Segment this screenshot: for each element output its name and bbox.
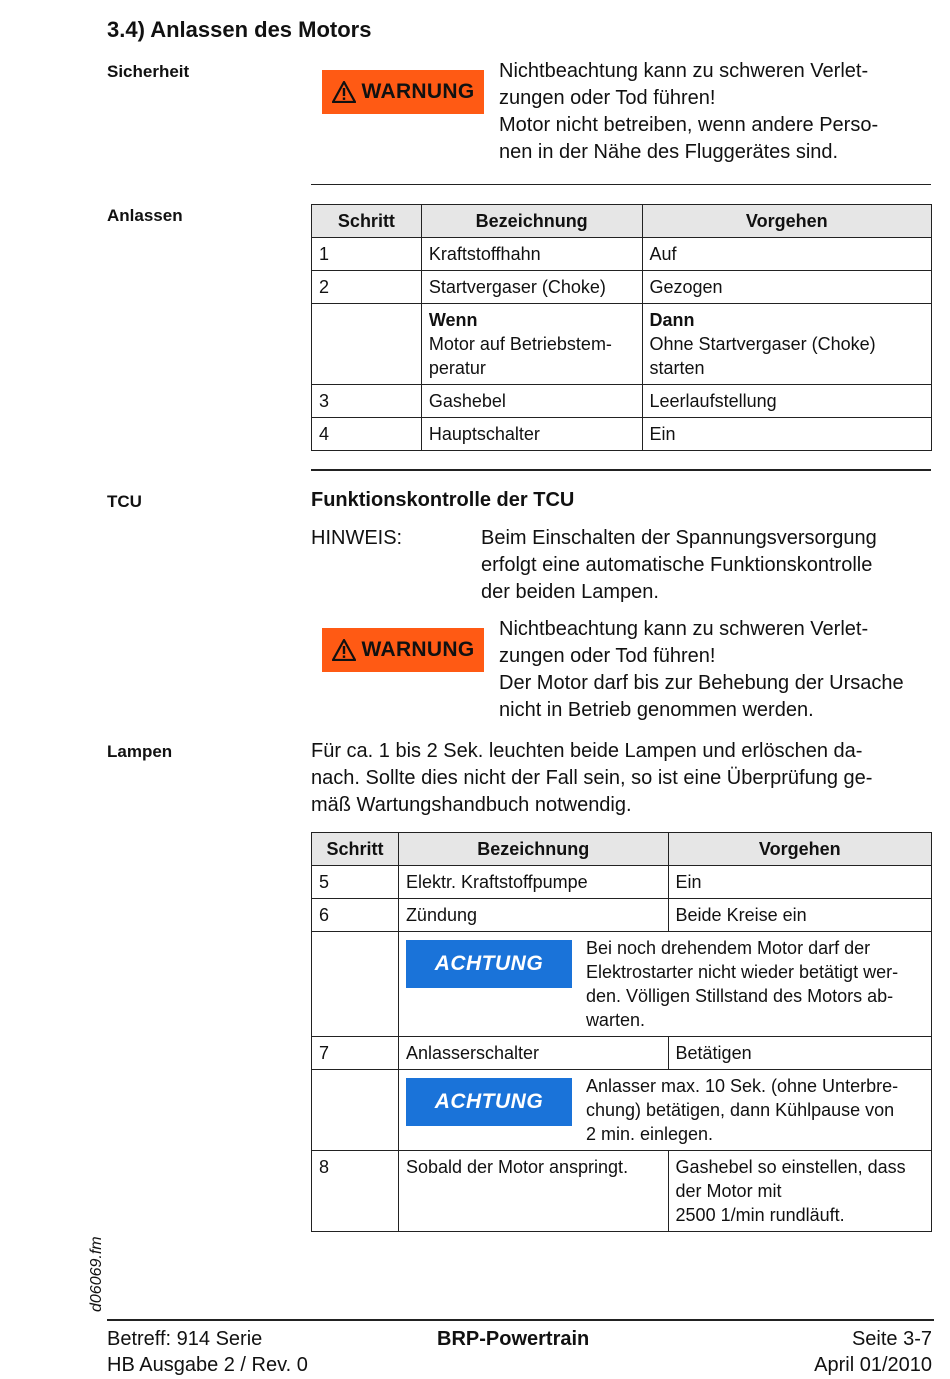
warning-text-line: Der Motor darf bis zur Behebung der Ursache (499, 672, 904, 694)
step-cell: 2 (312, 271, 422, 304)
warning-badge (322, 70, 484, 114)
caution-badge: ACHTUNG (406, 940, 572, 988)
condition-text: Motor auf Betriebstem- (428, 334, 612, 354)
warning-triangle-icon (332, 639, 356, 661)
column-header: Vorgehen (668, 833, 931, 866)
caution-line: Anlasser max. 10 Sek. (ohne Unterbre- (585, 1076, 899, 1096)
warning-badge (322, 628, 484, 672)
name-cell: Startvergaser (Choke) (421, 271, 642, 304)
section-label-sicherheit: Sicherheit (107, 62, 190, 81)
name-cell: Anlasserschalter (398, 1037, 668, 1070)
caution-cell (398, 1070, 931, 1151)
warning-text-line: nicht in Betrieb genommen werden. (499, 699, 814, 721)
section-label-tcu: TCU (107, 492, 142, 511)
caution-line: Elektrostarter nicht wieder betätigt wer- (585, 962, 899, 982)
caution-badge: ACHTUNG (406, 1078, 572, 1126)
name-cell: Kraftstoffhahn (421, 238, 642, 271)
tcu-table (311, 832, 932, 1232)
table-row (312, 385, 932, 418)
step-cell: 5 (312, 866, 399, 899)
hinweis-text (481, 525, 877, 606)
action-cell: Ein (642, 418, 931, 451)
table-row (312, 271, 932, 304)
warning-badge-label: WARNUNG (361, 80, 475, 103)
lampen-line: mäß Wartungshandbuch notwendig. (311, 794, 632, 816)
warning-text-line: zungen oder Tod führen! (499, 645, 716, 667)
lampen-text (311, 738, 872, 819)
footer-brand: BRP-Powertrain (437, 1328, 590, 1350)
table-row (312, 238, 932, 271)
divider (311, 184, 931, 185)
hinweis-label: HINWEIS: (311, 527, 403, 549)
name-cell: Zündung (398, 899, 668, 932)
page-title: 3.4) Anlassen des Motors (107, 17, 372, 42)
action-cell: Betätigen (668, 1037, 931, 1070)
action-cell (668, 1151, 931, 1232)
lampen-line: Für ca. 1 bis 2 Sek. leuchten beide Lampen und erlöschen da- (311, 740, 863, 762)
caution-line: 2 min. einlegen. (585, 1124, 714, 1144)
table-row (312, 1151, 932, 1232)
warning-text-line: zungen oder Tod führen! (499, 87, 716, 109)
hinweis-line: der beiden Lampen. (481, 581, 659, 603)
name-cell: Hauptschalter (421, 418, 642, 451)
action-cell: Beide Kreise ein (668, 899, 931, 932)
table-row (312, 899, 932, 932)
caution-text (586, 936, 924, 1032)
action-cell: Ein (668, 866, 931, 899)
action-line: 2500 1/min rundläuft. (675, 1205, 845, 1225)
table-header-row (312, 205, 932, 238)
column-header: Vorgehen (642, 205, 931, 238)
table-row (312, 866, 932, 899)
step-cell (312, 932, 399, 1037)
step-cell: 8 (312, 1151, 399, 1232)
action-cell (642, 304, 931, 385)
caution-cell (398, 932, 931, 1037)
caution-line: den. Völligen Stillstand des Motors ab- (585, 986, 894, 1006)
section-label-anlassen: Anlassen (107, 206, 183, 225)
lampen-line: nach. Sollte dies nicht der Fall sein, so ist eine Überprüfung ge- (311, 767, 873, 789)
action-cell: Gezogen (642, 271, 931, 304)
warning-text-line: nen in der Nähe des Fluggerätes sind. (499, 141, 839, 163)
warning-text-line: Motor nicht betreiben, wenn andere Perso- (499, 114, 879, 136)
step-cell: 6 (312, 899, 399, 932)
name-cell: Elektr. Kraftstoffpumpe (398, 866, 668, 899)
caution-text (586, 1074, 924, 1146)
caution-line: chung) betätigen, dann Kühlpause von (585, 1100, 895, 1120)
warning-text-line: Nichtbeachtung kann zu schweren Verlet- (499, 618, 869, 640)
name-cell (421, 304, 642, 385)
column-header: Bezeichnung (421, 205, 642, 238)
warning-text (499, 58, 878, 166)
step-cell (312, 304, 422, 385)
table-row (312, 1070, 932, 1151)
warning-triangle-icon (332, 81, 356, 103)
footer-subject: Betreff: 914 Serie (107, 1328, 263, 1350)
table-header-row (312, 833, 932, 866)
hinweis-line: Beim Einschalten der Spannungsversorgung (481, 527, 877, 549)
table-row (312, 932, 932, 1037)
section-label-lampen: Lampen (107, 742, 173, 761)
column-header: Bezeichnung (398, 833, 668, 866)
condition-label: Wenn (428, 310, 478, 330)
warning-text-line: Nichtbeachtung kann zu schweren Verlet- (499, 60, 869, 82)
column-header: Schritt (312, 833, 399, 866)
hinweis-line: erfolgt eine automatische Funktionskontrolle (481, 554, 873, 576)
footer-page: Seite 3-7 (851, 1328, 932, 1350)
footer-edition: HB Ausgabe 2 / Rev. 0 (107, 1354, 308, 1376)
name-cell: Gashebel (421, 385, 642, 418)
source-file-label: d06069.fm (88, 1236, 105, 1312)
name-cell: Sobald der Motor anspringt. (398, 1151, 668, 1232)
start-table (311, 204, 932, 451)
footer-divider (107, 1319, 934, 1321)
step-cell: 1 (312, 238, 422, 271)
consequence-text: Ohne Startvergaser (Choke) (649, 334, 876, 354)
step-cell (312, 1070, 399, 1151)
condition-text: peratur (428, 358, 486, 378)
action-line: der Motor mit (675, 1181, 782, 1201)
action-cell: Leerlaufstellung (642, 385, 931, 418)
consequence-text: starten (649, 358, 705, 378)
table-row (312, 304, 932, 385)
step-cell: 7 (312, 1037, 399, 1070)
table-row (312, 418, 932, 451)
step-cell: 4 (312, 418, 422, 451)
consequence-label: Dann (649, 310, 695, 330)
step-cell: 3 (312, 385, 422, 418)
warning-text (499, 616, 904, 724)
table-row (312, 1037, 932, 1070)
tcu-title: Funktionskontrolle der TCU (311, 489, 575, 511)
warning-badge-label: WARNUNG (361, 638, 475, 661)
divider (311, 469, 931, 471)
action-line: Gashebel so einstellen, dass (675, 1157, 906, 1177)
caution-line: Bei noch drehendem Motor darf der (585, 938, 871, 958)
footer-date: April 01/2010 (814, 1354, 932, 1376)
action-cell: Auf (642, 238, 931, 271)
column-header: Schritt (312, 205, 422, 238)
caution-line: warten. (585, 1010, 645, 1030)
